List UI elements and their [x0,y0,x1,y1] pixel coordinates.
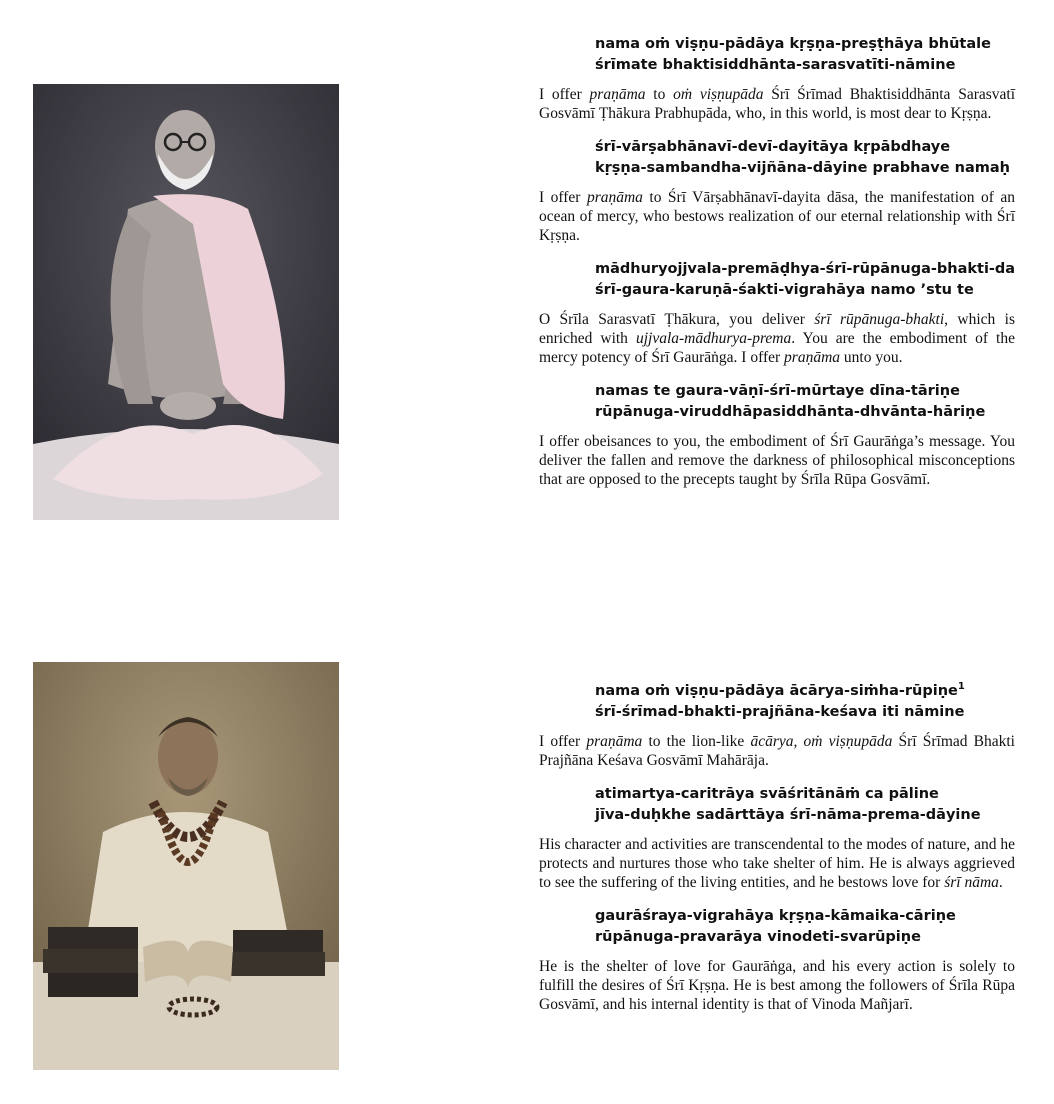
verse-1 [539,34,1015,76]
prayer-section-bottom [539,676,1015,1028]
footnote-marker[interactable]: 1 [957,681,965,692]
verse-line: śrī-śrīmad-bhakti-prajñāna-keśava iti nāmine [595,703,965,720]
verse-line: śrī-vārṣabhānavī-devī-dayitāya kṛpābdhaye [595,139,951,155]
translation-2: I offer praṇāma to Śrī Vārṣabhānavī-dayita dāsa, the manifestation of an ocean of mercy, who bestows realization of our eternal relationship with Śrī Kṛṣṇa. [539,189,1016,244]
verse-line: atimartya-caritrāya svāśritānāṁ ca pāline [595,785,939,802]
translation-3: O Śrīla Sarasvatī Ṭhākura, you deliver śrī rūpānuga-bhakti, which is enriched with ujjvala-mādhurya-prema. You are the embodiment of the mercy potency of Śrī Gaurāṅga. I offer praṇāma unto you. [539,311,1015,366]
translation-3: He is the shelter of love for Gaurāṅga, and his every action is solely to fulfill the desires of Śrī Kṛṣṇa. He is best among the followers of Śrīla Rūpa Gosvāmī, and his internal identity is that of Vinoda Mañjarī. [539,957,1015,1013]
translation-4: I offer obeisances to you, the embodiment of Śrī Gaurāṅga’s message. You deliver the fallen and remove the darkness of philosophical misconceptions that are opposed to the precepts taught by Śrīla Rūpa Gosvāmī. [539,433,1015,488]
verse-line: kṛṣṇa-sambandha-vijñāna-dāyine prabhave namaḥ [595,160,1010,176]
verse-line: nama oṁ viṣṇu-pādāya kṛṣṇa-preṣṭhāya bhūtale [595,36,991,52]
verse-line: jīva-duḥkhe sadārttāya śrī-nāma-prema-dāyine [595,806,981,823]
portrait-illustration-bottom [33,662,339,1070]
translation-1: I offer praṇāma to the lion-like ācārya, oṁ viṣṇupāda Śrī Śrīmad Bhakti Prajñāna Keśava Gosvāmī Mahārāja. [539,732,1015,769]
portrait-photo-top [33,84,339,520]
verse-line: rūpānuga-pravarāya vinodeti-svarūpiṇe [595,928,921,945]
portrait-photo-bottom [33,662,339,1070]
verse-2 [539,137,1015,179]
translation-2: His character and activities are transcendental to the modes of nature, and he protects and nurtures those who take shelter of him. He is always aggrieved to see the suffering of the living entities, and he bestows love for śrī nāma. [539,835,1015,891]
verse-3 [539,259,1015,301]
verse-line: gaurāśraya-vigrahāya kṛṣṇa-kāmaika-cāriṇe [595,907,956,924]
verse-line: rūpānuga-viruddhāpasiddhānta-dhvānta-hāriṇe [595,404,986,420]
verse-2 [539,784,1015,826]
verse-4 [539,381,1015,423]
verse-line: śrī-gaura-karuṇā-śakti-vigrahāya namo ’stu te [595,282,974,298]
verse-1 [539,676,1015,723]
verse-line: mādhuryojjvala-premāḍhya-śrī-rūpānuga-bhakti-da [595,261,1016,277]
verse-line: nama oṁ viṣṇu-pādāya ācārya-siṁha-rūpiṇe$^1$ [595,681,965,699]
portrait-illustration-top [33,84,339,520]
verse-3 [539,906,1015,948]
verse-line: śrīmate bhaktisiddhānta-sarasvatīti-nāmine [595,57,956,73]
translation-1: I offer praṇāma to oṁ viṣṇupāda Śrī Śrīmad Bhaktisiddhānta Sarasvatī Gosvāmī Ṭhākura Prabhupāda, who, in this world, is most dear to Kṛṣṇa. [539,86,1016,122]
verse-line: namas te gaura-vāṇī-śrī-mūrtaye dīna-tāriṇe [595,383,960,399]
prayer-section-top [539,34,1015,503]
